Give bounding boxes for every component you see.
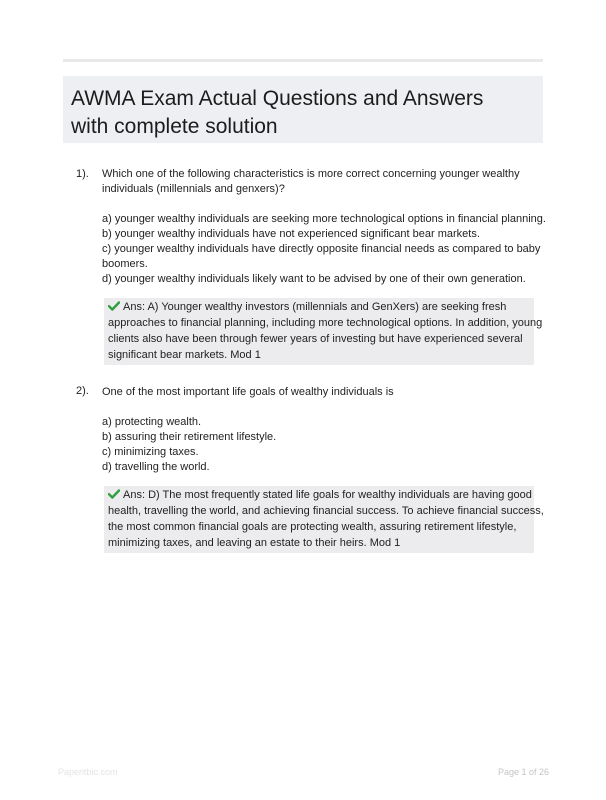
title-line-2: with complete solution bbox=[71, 115, 278, 138]
check-icon bbox=[108, 301, 120, 311]
title-line-1: AWMA Exam Actual Questions and Answers bbox=[71, 87, 484, 110]
answer-line: clients also have been through fewer years of investing but have experienced several bbox=[108, 333, 523, 345]
answer-line: significant bear markets. Mod 1 bbox=[108, 349, 261, 361]
answer-text: Ans: A) Younger wealthy investors (millennials and GenXers) are seeking fresh bbox=[123, 301, 507, 313]
option-list bbox=[102, 415, 534, 475]
option-list bbox=[102, 212, 546, 287]
question-line: One of the most important life goals of wealthy individuals is bbox=[102, 386, 394, 398]
page-number: Page 1 of 26 bbox=[498, 767, 550, 777]
answer-line: the most common financial goals are protecting wealth, assuring retirement lifestyle, bbox=[108, 521, 517, 533]
answer-line bbox=[108, 299, 530, 315]
option-d: d) younger wealthy individuals likely want to be advised by one of their own generation. bbox=[102, 273, 526, 285]
question-text bbox=[102, 167, 534, 197]
answer-line: health, travelling the world, and achieving financial success. To achieve financial success, bbox=[108, 505, 544, 517]
option-a: a) protecting wealth. bbox=[102, 416, 202, 428]
option-c: c) minimizing taxes. bbox=[102, 446, 199, 458]
question-text bbox=[102, 385, 534, 400]
answer-box bbox=[104, 486, 544, 553]
option-b: b) younger wealthy individuals have not experienced significant bear markets. bbox=[102, 228, 480, 240]
question-line: Which one of the following characteristics is more correct concerning younger wealthy bbox=[102, 168, 520, 180]
answer-text: Ans: D) The most frequently stated life goals for wealthy individuals are having good bbox=[123, 489, 532, 501]
check-icon bbox=[108, 489, 120, 499]
question-line: individuals (millennials and genxers)? bbox=[102, 183, 285, 195]
answer-line: approaches to financial planning, including more technological options. In addition, young bbox=[108, 317, 543, 329]
option-a: a) younger wealthy individuals are seeking more technological options in financial planning. bbox=[102, 213, 546, 225]
page-title bbox=[63, 76, 543, 143]
footer-site-watermark: Paperitbic.com bbox=[58, 767, 118, 777]
answer-line: minimizing taxes, and leaving an estate to their heirs. Mod 1 bbox=[108, 537, 401, 549]
option-d: d) travelling the world. bbox=[102, 461, 210, 473]
option-c-continued: boomers. bbox=[102, 258, 148, 270]
question-number: 1). bbox=[76, 168, 89, 180]
option-b: b) assuring their retirement lifestyle. bbox=[102, 431, 277, 443]
option-c: c) younger wealthy individuals have directly opposite financial needs as compared to baby bbox=[102, 243, 541, 255]
answer-box bbox=[104, 298, 543, 365]
answer-line bbox=[108, 487, 530, 503]
top-divider bbox=[63, 59, 543, 62]
question-number: 2). bbox=[76, 385, 89, 397]
